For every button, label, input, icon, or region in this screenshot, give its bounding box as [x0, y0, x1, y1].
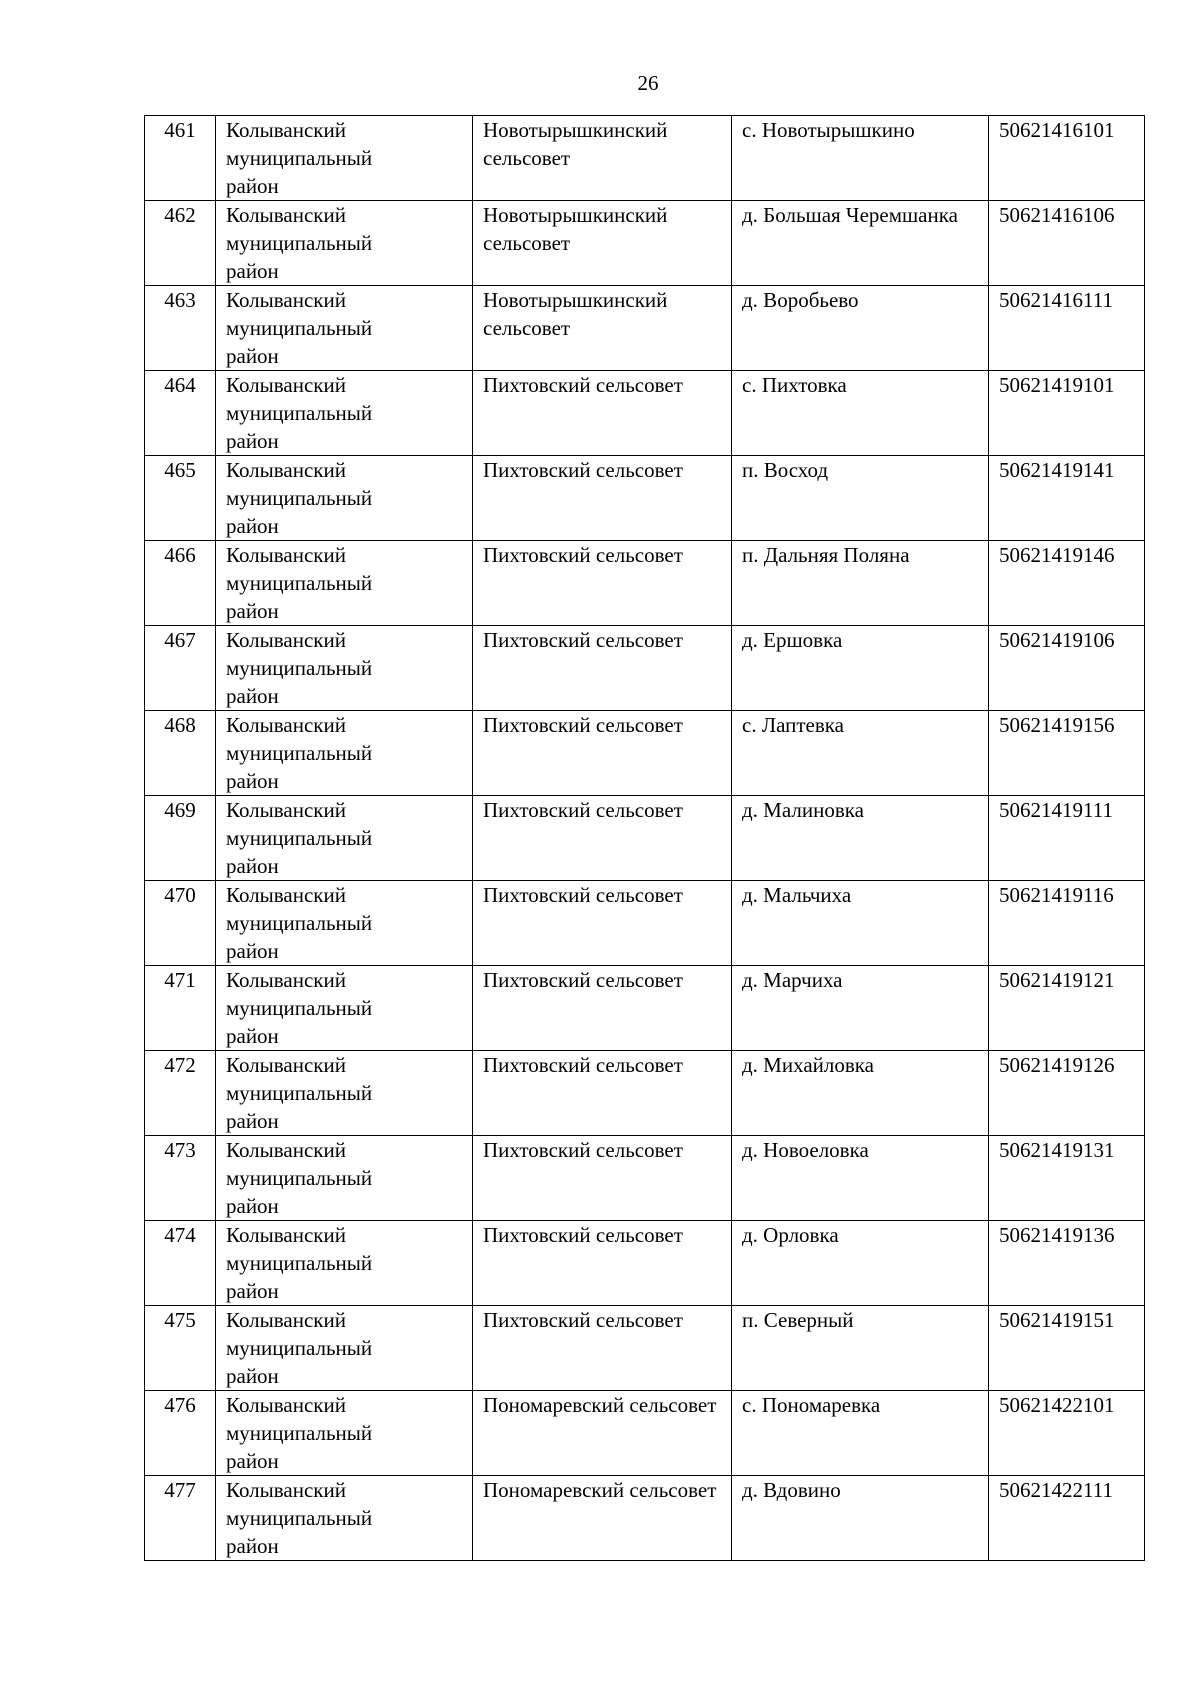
- district-line: Колыванский: [226, 1478, 346, 1502]
- settlement-name: д. Малиновка: [742, 798, 864, 822]
- code-cell: [989, 456, 1145, 541]
- row-number-cell: [145, 201, 216, 286]
- code-cell: [989, 1476, 1145, 1561]
- settlement-name: п. Дальняя Поляна: [742, 543, 910, 567]
- district-line: район: [226, 514, 279, 538]
- table-row: [145, 541, 1145, 626]
- district-line: район: [226, 429, 279, 453]
- council-cell: [473, 541, 732, 626]
- district-cell: [216, 116, 473, 201]
- row-number-cell: [145, 371, 216, 456]
- district-line: Колыванский: [226, 1138, 346, 1162]
- row-number: 468: [164, 713, 196, 737]
- council-name: Новотырышкинский сельсовет: [483, 288, 668, 340]
- settlement-name: п. Северный: [742, 1308, 854, 1332]
- table-row: [145, 1221, 1145, 1306]
- district-line: район: [226, 939, 279, 963]
- table-row: [145, 966, 1145, 1051]
- council-cell: [473, 966, 732, 1051]
- council-name: Новотырышкинский сельсовет: [483, 118, 668, 170]
- settlement-name: д. Вдовино: [742, 1478, 841, 1502]
- oktmo-code: 50621416101: [999, 118, 1115, 142]
- council-name: Пихтовский сельсовет: [483, 968, 683, 992]
- council-cell: [473, 286, 732, 371]
- district-line: муниципальный: [226, 401, 373, 425]
- row-number-cell: [145, 796, 216, 881]
- district-line: муниципальный: [226, 1506, 373, 1530]
- district-cell: [216, 286, 473, 371]
- row-number: 463: [164, 288, 196, 312]
- row-number: 477: [164, 1478, 196, 1502]
- district-line: муниципальный: [226, 231, 373, 255]
- code-cell: [989, 1391, 1145, 1476]
- district-line: муниципальный: [226, 1421, 373, 1445]
- oktmo-code: 50621419156: [999, 713, 1115, 737]
- table-row: [145, 456, 1145, 541]
- table-row: [145, 626, 1145, 711]
- row-number-cell: [145, 881, 216, 966]
- row-number-cell: [145, 541, 216, 626]
- council-name: Пихтовский сельсовет: [483, 543, 683, 567]
- district-line: Колыванский: [226, 713, 346, 737]
- district-line: Колыванский: [226, 883, 346, 907]
- council-name: Пихтовский сельсовет: [483, 1138, 683, 1162]
- oktmo-code: 50621419126: [999, 1053, 1115, 1077]
- code-cell: [989, 711, 1145, 796]
- table-row: [145, 796, 1145, 881]
- district-line: район: [226, 1364, 279, 1388]
- row-number: 467: [164, 628, 196, 652]
- council-cell: [473, 1221, 732, 1306]
- oktmo-code: 50621416111: [999, 288, 1113, 312]
- settlement-cell: [732, 1306, 989, 1391]
- oktmo-code: 50621419121: [999, 968, 1115, 992]
- district-line: район: [226, 1194, 279, 1218]
- settlement-name: д. Ершовка: [742, 628, 843, 652]
- district-cell: [216, 541, 473, 626]
- settlement-name: д. Воробьево: [742, 288, 859, 312]
- district-line: Колыванский: [226, 1308, 346, 1332]
- oktmo-code: 50621422101: [999, 1393, 1115, 1417]
- row-number: 476: [164, 1393, 196, 1417]
- row-number: 465: [164, 458, 196, 482]
- settlement-cell: [732, 1136, 989, 1221]
- settlement-name: с. Пихтовка: [742, 373, 847, 397]
- settlement-name: с. Пономаревка: [742, 1393, 881, 1417]
- district-cell: [216, 1306, 473, 1391]
- code-cell: [989, 201, 1145, 286]
- council-name: Пихтовский сельсовет: [483, 628, 683, 652]
- row-number: 462: [164, 203, 196, 227]
- district-line: район: [226, 1279, 279, 1303]
- district-line: район: [226, 174, 279, 198]
- table-row: [145, 371, 1145, 456]
- council-cell: [473, 796, 732, 881]
- settlement-name: п. Восход: [742, 458, 829, 482]
- council-name: Пихтовский сельсовет: [483, 1053, 683, 1077]
- settlement-name: д. Орловка: [742, 1223, 839, 1247]
- council-cell: [473, 626, 732, 711]
- district-cell: [216, 201, 473, 286]
- code-cell: [989, 1221, 1145, 1306]
- settlement-cell: [732, 116, 989, 201]
- page-number: 26: [637, 71, 659, 95]
- settlements-table: [144, 115, 1145, 1561]
- code-cell: [989, 796, 1145, 881]
- row-number: 472: [164, 1053, 196, 1077]
- district-line: Колыванский: [226, 203, 346, 227]
- row-number-cell: [145, 116, 216, 201]
- table-row: [145, 1051, 1145, 1136]
- council-name: Пономаревский сельсовет: [483, 1478, 717, 1502]
- row-number-cell: [145, 1476, 216, 1561]
- code-cell: [989, 1306, 1145, 1391]
- district-line: район: [226, 599, 279, 623]
- row-number-cell: [145, 626, 216, 711]
- district-line: район: [226, 1534, 279, 1558]
- settlement-cell: [732, 371, 989, 456]
- council-cell: [473, 201, 732, 286]
- district-cell: [216, 711, 473, 796]
- council-cell: [473, 456, 732, 541]
- row-number: 464: [164, 373, 196, 397]
- code-cell: [989, 371, 1145, 456]
- settlement-name: с. Новотырышкино: [742, 118, 915, 142]
- district-line: муниципальный: [226, 741, 373, 765]
- district-line: район: [226, 1109, 279, 1133]
- settlement-cell: [732, 711, 989, 796]
- district-cell: [216, 1136, 473, 1221]
- district-line: муниципальный: [226, 996, 373, 1020]
- district-line: Колыванский: [226, 1223, 346, 1247]
- council-cell: [473, 1051, 732, 1136]
- table-row: [145, 1476, 1145, 1561]
- table-row: [145, 201, 1145, 286]
- district-line: район: [226, 1449, 279, 1473]
- code-cell: [989, 116, 1145, 201]
- oktmo-code: 50621419141: [999, 458, 1115, 482]
- settlement-cell: [732, 1221, 989, 1306]
- settlement-cell: [732, 456, 989, 541]
- row-number-cell: [145, 1221, 216, 1306]
- oktmo-code: 50621419131: [999, 1138, 1115, 1162]
- code-cell: [989, 1051, 1145, 1136]
- district-line: муниципальный: [226, 571, 373, 595]
- council-name: Новотырышкинский сельсовет: [483, 203, 668, 255]
- settlement-name: д. Марчиха: [742, 968, 843, 992]
- settlement-cell: [732, 541, 989, 626]
- district-line: Колыванский: [226, 1053, 346, 1077]
- district-line: Колыванский: [226, 798, 346, 822]
- settlement-cell: [732, 881, 989, 966]
- district-cell: [216, 1391, 473, 1476]
- settlement-cell: [732, 1391, 989, 1476]
- code-cell: [989, 541, 1145, 626]
- row-number-cell: [145, 1306, 216, 1391]
- district-cell: [216, 966, 473, 1051]
- district-line: муниципальный: [226, 486, 373, 510]
- district-line: Колыванский: [226, 543, 346, 567]
- district-line: Колыванский: [226, 288, 346, 312]
- district-line: муниципальный: [226, 1336, 373, 1360]
- district-line: район: [226, 259, 279, 283]
- settlement-name: д. Новоеловка: [742, 1138, 869, 1162]
- council-name: Пихтовский сельсовет: [483, 798, 683, 822]
- oktmo-code: 50621419151: [999, 1308, 1115, 1332]
- district-cell: [216, 796, 473, 881]
- district-line: Колыванский: [226, 968, 346, 992]
- settlement-name: с. Лаптевка: [742, 713, 844, 737]
- code-cell: [989, 626, 1145, 711]
- district-line: муниципальный: [226, 656, 373, 680]
- district-line: муниципальный: [226, 1081, 373, 1105]
- oktmo-code: 50621416106: [999, 203, 1115, 227]
- row-number-cell: [145, 1051, 216, 1136]
- row-number-cell: [145, 966, 216, 1051]
- oktmo-code: 50621419111: [999, 798, 1113, 822]
- row-number: 474: [164, 1223, 196, 1247]
- district-cell: [216, 1221, 473, 1306]
- table-row: [145, 1306, 1145, 1391]
- council-cell: [473, 1476, 732, 1561]
- district-line: муниципальный: [226, 1166, 373, 1190]
- council-cell: [473, 1306, 732, 1391]
- district-line: район: [226, 344, 279, 368]
- code-cell: [989, 1136, 1145, 1221]
- council-name: Пихтовский сельсовет: [483, 713, 683, 737]
- table-row: [145, 711, 1145, 796]
- district-cell: [216, 626, 473, 711]
- district-cell: [216, 371, 473, 456]
- district-line: район: [226, 769, 279, 793]
- council-cell: [473, 881, 732, 966]
- settlement-cell: [732, 796, 989, 881]
- code-cell: [989, 286, 1145, 371]
- row-number-cell: [145, 286, 216, 371]
- table-body: [145, 116, 1145, 1561]
- row-number: 461: [164, 118, 196, 142]
- row-number: 469: [164, 798, 196, 822]
- district-cell: [216, 1476, 473, 1561]
- district-cell: [216, 456, 473, 541]
- district-line: район: [226, 684, 279, 708]
- table-row: [145, 881, 1145, 966]
- row-number: 473: [164, 1138, 196, 1162]
- code-cell: [989, 881, 1145, 966]
- council-cell: [473, 1136, 732, 1221]
- district-line: район: [226, 1024, 279, 1048]
- settlement-cell: [732, 201, 989, 286]
- row-number-cell: [145, 456, 216, 541]
- oktmo-code: 50621419116: [999, 883, 1114, 907]
- table-row: [145, 1391, 1145, 1476]
- council-name: Пономаревский сельсовет: [483, 1393, 717, 1417]
- district-line: муниципальный: [226, 1251, 373, 1275]
- district-line: Колыванский: [226, 1393, 346, 1417]
- table-row: [145, 1136, 1145, 1221]
- oktmo-code: 50621419136: [999, 1223, 1115, 1247]
- district-line: муниципальный: [226, 826, 373, 850]
- table-row: [145, 286, 1145, 371]
- row-number: 471: [164, 968, 196, 992]
- settlement-cell: [732, 966, 989, 1051]
- row-number-cell: [145, 1136, 216, 1221]
- row-number: 475: [164, 1308, 196, 1332]
- district-cell: [216, 881, 473, 966]
- district-line: район: [226, 854, 279, 878]
- council-name: Пихтовский сельсовет: [483, 1223, 683, 1247]
- row-number: 470: [164, 883, 196, 907]
- code-cell: [989, 966, 1145, 1051]
- oktmo-code: 50621419106: [999, 628, 1115, 652]
- oktmo-code: 50621419101: [999, 373, 1115, 397]
- district-line: муниципальный: [226, 146, 373, 170]
- settlement-name: д. Большая Черемшанка: [742, 203, 958, 227]
- table-row: [145, 116, 1145, 201]
- settlement-cell: [732, 626, 989, 711]
- settlement-cell: [732, 1476, 989, 1561]
- council-name: Пихтовский сельсовет: [483, 883, 683, 907]
- council-name: Пихтовский сельсовет: [483, 458, 683, 482]
- district-line: Колыванский: [226, 373, 346, 397]
- council-name: Пихтовский сельсовет: [483, 373, 683, 397]
- district-line: Колыванский: [226, 628, 346, 652]
- row-number-cell: [145, 1391, 216, 1476]
- council-cell: [473, 1391, 732, 1476]
- council-name: Пихтовский сельсовет: [483, 1308, 683, 1332]
- oktmo-code: 50621419146: [999, 543, 1115, 567]
- council-cell: [473, 711, 732, 796]
- settlement-cell: [732, 1051, 989, 1136]
- district-line: Колыванский: [226, 118, 346, 142]
- council-cell: [473, 116, 732, 201]
- district-line: муниципальный: [226, 911, 373, 935]
- district-line: Колыванский: [226, 458, 346, 482]
- council-cell: [473, 371, 732, 456]
- oktmo-code: 50621422111: [999, 1478, 1113, 1502]
- settlement-cell: [732, 286, 989, 371]
- settlement-name: д. Михайловка: [742, 1053, 874, 1077]
- row-number: 466: [164, 543, 196, 567]
- district-cell: [216, 1051, 473, 1136]
- settlement-name: д. Мальчиха: [742, 883, 852, 907]
- district-line: муниципальный: [226, 316, 373, 340]
- row-number-cell: [145, 711, 216, 796]
